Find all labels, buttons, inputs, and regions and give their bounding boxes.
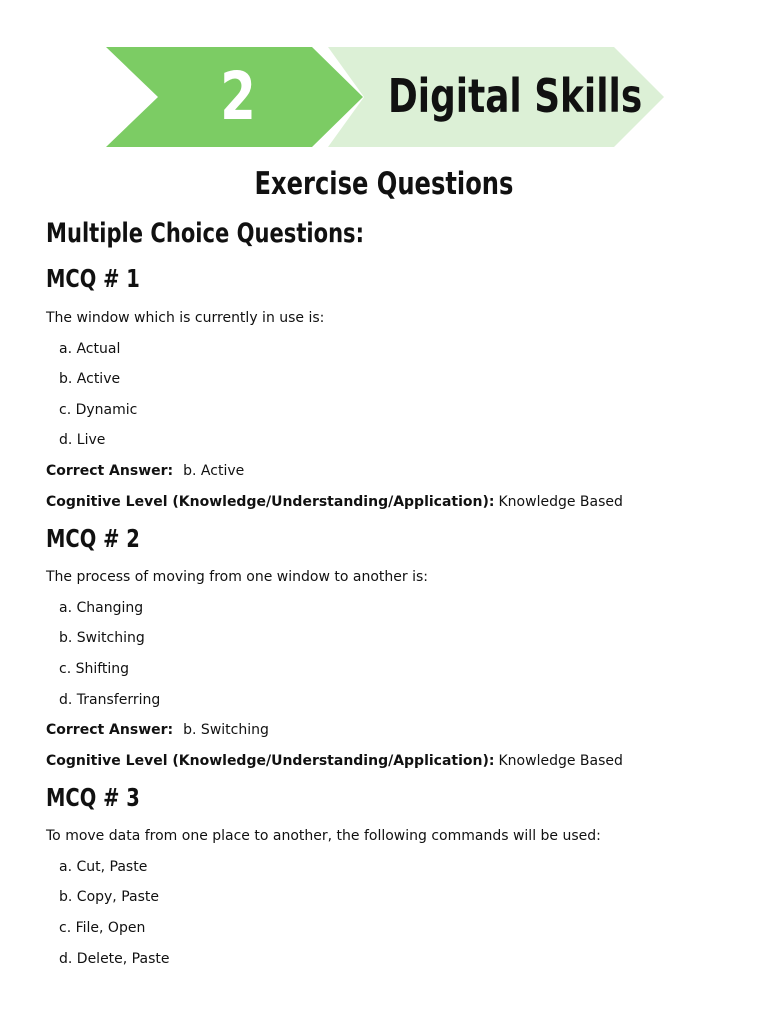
mcq-title: MCQ # 2 — [46, 524, 140, 553]
chapter-number: 2 — [220, 58, 256, 135]
cognitive-level-row — [46, 492, 623, 512]
option-c: c. Dynamic — [59, 402, 138, 418]
chapter-title: Digital Skills — [388, 69, 643, 123]
correct-answer-value: b. Switching — [183, 722, 269, 738]
option-a: a. Actual — [59, 341, 121, 357]
cognitive-level-value: Knowledge Based — [498, 753, 623, 769]
option-b: b. Copy, Paste — [59, 889, 159, 905]
option-b: b. Switching — [59, 630, 145, 646]
option-a: a. Cut, Paste — [59, 859, 148, 875]
question-text: The window which is currently in use is: — [46, 310, 325, 326]
option-d: d. Live — [59, 432, 106, 448]
option-b: b. Active — [59, 371, 121, 387]
mcq-title: MCQ # 1 — [46, 264, 140, 293]
cognitive-level-label: Cognitive Level (Knowledge/Understanding/Application): — [46, 753, 495, 769]
cognitive-level-value: Knowledge Based — [498, 494, 623, 510]
section-title-text: Exercise Questions — [254, 166, 514, 202]
cognitive-level-row — [46, 751, 623, 771]
option-c: c. Shifting — [59, 661, 130, 677]
option-a: a. Changing — [59, 600, 144, 616]
correct-answer-row — [46, 461, 244, 481]
mcq-section-heading: Multiple Choice Questions: — [46, 218, 365, 249]
correct-answer-label: Correct Answer: — [46, 722, 174, 738]
section-title — [0, 164, 768, 204]
option-d: d. Delete, Paste — [59, 951, 170, 967]
correct-answer-label: Correct Answer: — [46, 463, 174, 479]
question-text: The process of moving from one window to another is: — [46, 569, 428, 585]
mcq-title: MCQ # 3 — [46, 783, 140, 812]
correct-answer-row — [46, 720, 269, 740]
correct-answer-value: b. Active — [183, 463, 245, 479]
option-c: c. File, Open — [59, 920, 146, 936]
cognitive-level-label: Cognitive Level (Knowledge/Understanding/Application): — [46, 494, 495, 510]
option-d: d. Transferring — [59, 692, 161, 708]
question-text: To move data from one place to another, the following commands will be used: — [46, 828, 601, 844]
